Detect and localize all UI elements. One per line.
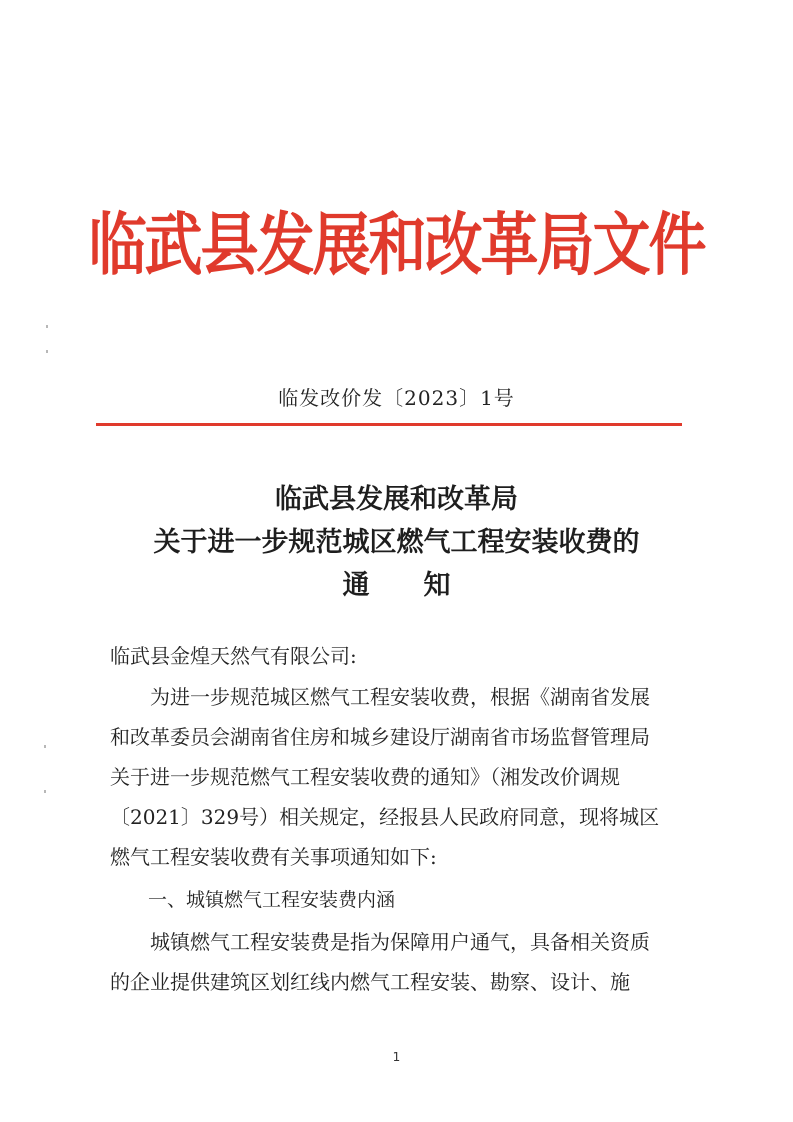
scan-speck [44,790,46,793]
page-number: 1 [392,1050,401,1064]
paragraph-2-line: 的企业提供建筑区划红线内燃气工程安装、勘察、设计、施 [110,970,630,994]
paragraph-1-line: 为进一步规范城区燃气工程安装收费，根据《湖南省发展 [150,685,650,709]
scan-speck [46,325,48,328]
paragraph-1-line: 〔2021〕329号）相关规定，经报县人民政府同意，现将城区 [110,805,660,829]
paragraph-1-line: 燃气工程安装收费有关事项通知如下: [110,845,437,869]
red-divider-line [96,423,682,426]
addressee: 临武县金煌天然气有限公司: [110,644,357,668]
title-line-2: 关于进一步规范城区燃气工程安装收费的 [153,527,640,558]
title-line-3: 通 知 [342,570,451,601]
paragraph-1 [110,677,690,877]
title-line-1: 临武县发展和改革局 [275,484,518,515]
paragraph-2 [110,922,690,1002]
notice-title [0,478,793,607]
issuer-header-title: 临武县发展和改革局文件 [88,204,705,286]
paragraph-1-line: 关于进一步规范燃气工程安装收费的通知》（湘发改价调规 [110,765,620,789]
scan-speck [46,350,48,353]
scan-speck [44,745,46,748]
document-number: 临发改价发〔2023〕1号 [278,386,515,410]
paragraph-2-line: 城镇燃气工程安装费是指为保障用户通气，具备相关资质 [150,930,650,954]
paragraph-1-line: 和改革委员会湖南省住房和城乡建设厅湖南省市场监督管理局 [110,725,650,749]
section-1-heading: 一、城镇燃气工程安装费内涵 [148,889,396,911]
